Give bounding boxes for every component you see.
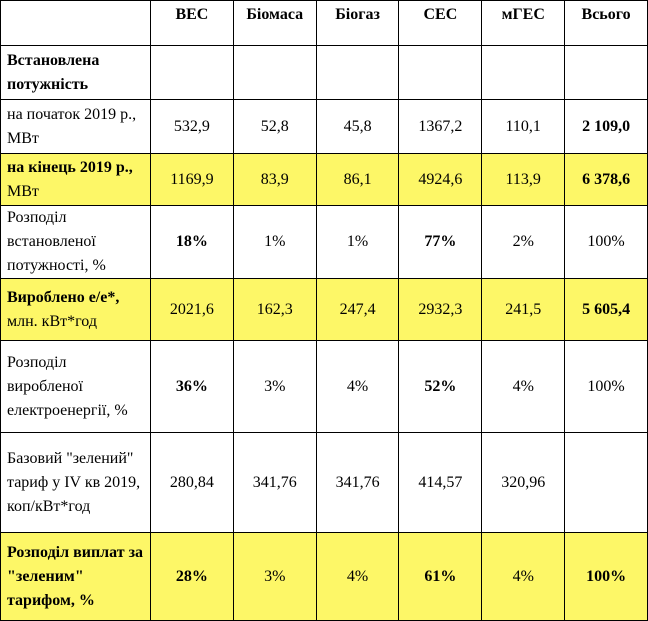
cell: 2021,6	[151, 279, 234, 341]
cell: 5 605,4	[565, 279, 648, 341]
cell: 2932,3	[399, 279, 482, 341]
cell: 100%	[565, 533, 648, 621]
cell: 162,3	[233, 279, 316, 341]
row-capacity-end-2019	[1, 154, 648, 206]
row-label: Розподіл виплат за "зеленим" тарифом, %	[1, 533, 151, 621]
cell: 3%	[233, 533, 316, 621]
cell	[482, 46, 565, 100]
row-electricity-produced	[1, 279, 648, 341]
cell: 341,76	[316, 433, 399, 533]
row-payment-distribution	[1, 533, 648, 621]
cell: 18%	[151, 206, 234, 279]
header-biogas: Біогаз	[316, 1, 399, 46]
row-label-rest: млн. кВт*год	[7, 312, 97, 330]
row-label: на початок 2019 р., МВт	[1, 100, 151, 154]
header-ves: ВЕС	[151, 1, 234, 46]
cell: 1%	[316, 206, 399, 279]
row-installed-capacity-title	[1, 46, 648, 100]
row-label	[1, 154, 151, 206]
cell: 52%	[399, 341, 482, 433]
row-green-tariff	[1, 433, 648, 533]
cell: 4924,6	[399, 154, 482, 206]
row-label: Базовий "зелений" тариф у IV кв 2019, коп/кВт*год	[1, 433, 151, 533]
cell: 36%	[151, 341, 234, 433]
cell: 4%	[316, 341, 399, 433]
cell: 86,1	[316, 154, 399, 206]
cell: 100%	[565, 341, 648, 433]
row-label: Розподіл виробленої електроенергії, %	[1, 341, 151, 433]
cell: 113,9	[482, 154, 565, 206]
cell: 532,9	[151, 100, 234, 154]
cell: 28%	[151, 533, 234, 621]
row-label-rest: МВт	[7, 182, 39, 200]
cell: 1169,9	[151, 154, 234, 206]
cell: 241,5	[482, 279, 565, 341]
header-total: Всього	[565, 1, 648, 46]
cell	[233, 46, 316, 100]
cell	[399, 46, 482, 100]
cell: 3%	[233, 341, 316, 433]
header-mges: мГЕС	[482, 1, 565, 46]
cell: 320,96	[482, 433, 565, 533]
cell: 4%	[316, 533, 399, 621]
row-label: Встановлена потужність	[1, 46, 151, 100]
cell	[151, 46, 234, 100]
cell: 341,76	[233, 433, 316, 533]
header-biomass: Біомаса	[233, 1, 316, 46]
header-ses: СЕС	[399, 1, 482, 46]
cell: 83,9	[233, 154, 316, 206]
cell: 110,1	[482, 100, 565, 154]
cell: 61%	[399, 533, 482, 621]
cell	[565, 46, 648, 100]
cell: 280,84	[151, 433, 234, 533]
row-label-bold: Вироблено е/е*,	[7, 288, 120, 306]
cell: 45,8	[316, 100, 399, 154]
cell: 4%	[482, 341, 565, 433]
row-label-bold: на кінець 2019 р.,	[7, 158, 133, 176]
row-label: Розподіл встановленої потужності, %	[1, 206, 151, 279]
cell: 1%	[233, 206, 316, 279]
cell: 414,57	[399, 433, 482, 533]
cell: 4%	[482, 533, 565, 621]
cell: 52,8	[233, 100, 316, 154]
cell: 100%	[565, 206, 648, 279]
row-label	[1, 279, 151, 341]
cell: 6 378,6	[565, 154, 648, 206]
row-capacity-distribution	[1, 206, 648, 279]
row-electricity-distribution	[1, 341, 648, 433]
cell	[316, 46, 399, 100]
cell	[565, 433, 648, 533]
cell: 247,4	[316, 279, 399, 341]
cell: 2%	[482, 206, 565, 279]
header-row	[1, 1, 648, 46]
cell: 77%	[399, 206, 482, 279]
cell: 1367,2	[399, 100, 482, 154]
header-corner-cell	[1, 1, 151, 46]
cell: 2 109,0	[565, 100, 648, 154]
row-capacity-start-2019	[1, 100, 648, 154]
